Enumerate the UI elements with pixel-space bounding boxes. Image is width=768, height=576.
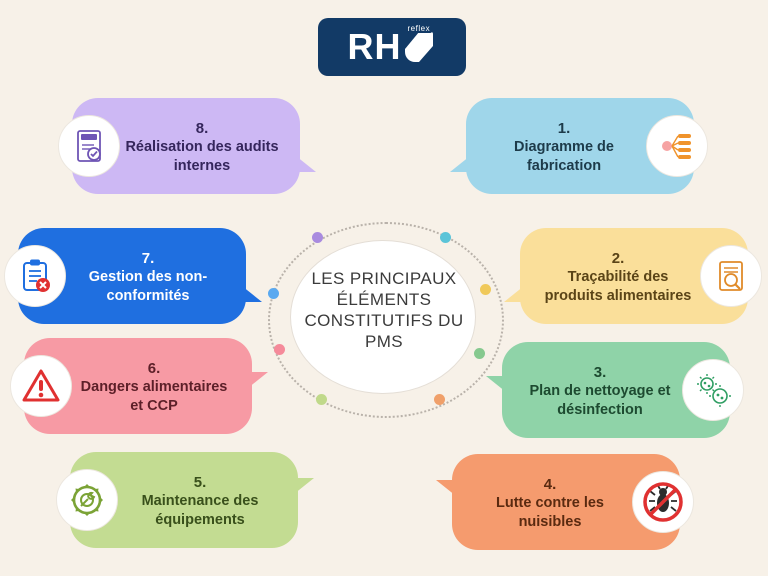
callout-tail (450, 156, 470, 172)
callout-number: 3. (593, 364, 607, 381)
callout-tail (486, 376, 506, 392)
callout-text-1 (484, 120, 644, 176)
callout-label: Dangers alimentaires et CCP (80, 379, 228, 414)
flow-diagram-icon (646, 115, 708, 177)
callout-tail (296, 156, 316, 172)
callout-text-8 (122, 120, 282, 176)
center-hub (268, 222, 500, 414)
callout-number: 4. (543, 476, 557, 493)
callout-text-5 (120, 474, 280, 530)
callout-label: Réalisation des audits internes (125, 139, 279, 174)
germs-icon (682, 359, 744, 421)
logo-sub-text: reflex (407, 24, 431, 33)
callout-label: Traçabilité des produits alimentaires (544, 269, 692, 304)
callout-text-3 (520, 364, 680, 420)
ring-dot-6 (474, 348, 485, 359)
no-pest-icon (632, 471, 694, 533)
ring-dot-4 (480, 284, 491, 295)
ring-dot-1 (312, 232, 323, 243)
callout-number: 1. (557, 120, 571, 137)
callout-number: 6. (147, 360, 161, 377)
ring-dot-2 (440, 232, 451, 243)
callout-tail (504, 286, 524, 302)
callout-label: Plan de nettoyage et désinfection (529, 383, 671, 418)
callout-item-2[interactable] (520, 228, 748, 324)
callout-tail (248, 372, 268, 388)
ring-dot-5 (274, 344, 285, 355)
ring-dot-8 (434, 394, 445, 405)
callout-item-8[interactable] (72, 98, 300, 194)
callout-text-6 (74, 360, 234, 416)
callout-item-5[interactable] (70, 452, 298, 548)
document-magnifier-icon (700, 245, 762, 307)
warning-triangle-icon (10, 355, 72, 417)
callout-number: 7. (141, 250, 155, 267)
reflex-mark-icon (403, 24, 437, 64)
callout-item-1[interactable] (466, 98, 694, 194)
callout-number: 5. (193, 474, 207, 491)
ring-dot-7 (316, 394, 327, 405)
gear-wrench-icon (56, 469, 118, 531)
callout-label: Gestion des non-conformités (88, 269, 208, 304)
callout-item-6[interactable] (24, 338, 252, 434)
center-title: LES PRINCIPAUX ÉLÉMENTS CONSTITUTIFS DU PMS (304, 269, 464, 351)
callout-tail (242, 286, 262, 302)
callout-number: 8. (195, 120, 209, 137)
callout-tail (436, 480, 456, 496)
logo-text: RH (347, 26, 402, 67)
callout-tail (294, 478, 314, 494)
audit-document-icon (58, 115, 120, 177)
callout-label: Lutte contre les nuisibles (496, 495, 604, 530)
callout-item-3[interactable] (502, 342, 730, 438)
callout-text-4 (470, 476, 630, 532)
clipboard-cross-icon (4, 245, 66, 307)
callout-label: Maintenance des équipements (141, 493, 259, 528)
callout-label: Diagramme de fabrication (514, 139, 614, 174)
rh-reflex-logo (318, 18, 466, 76)
ring-dot-3 (268, 288, 279, 299)
callout-item-7[interactable] (18, 228, 246, 324)
callout-text-7 (68, 250, 228, 306)
callout-number: 2. (611, 250, 625, 267)
callout-item-4[interactable] (452, 454, 680, 550)
callout-text-2 (538, 250, 698, 306)
